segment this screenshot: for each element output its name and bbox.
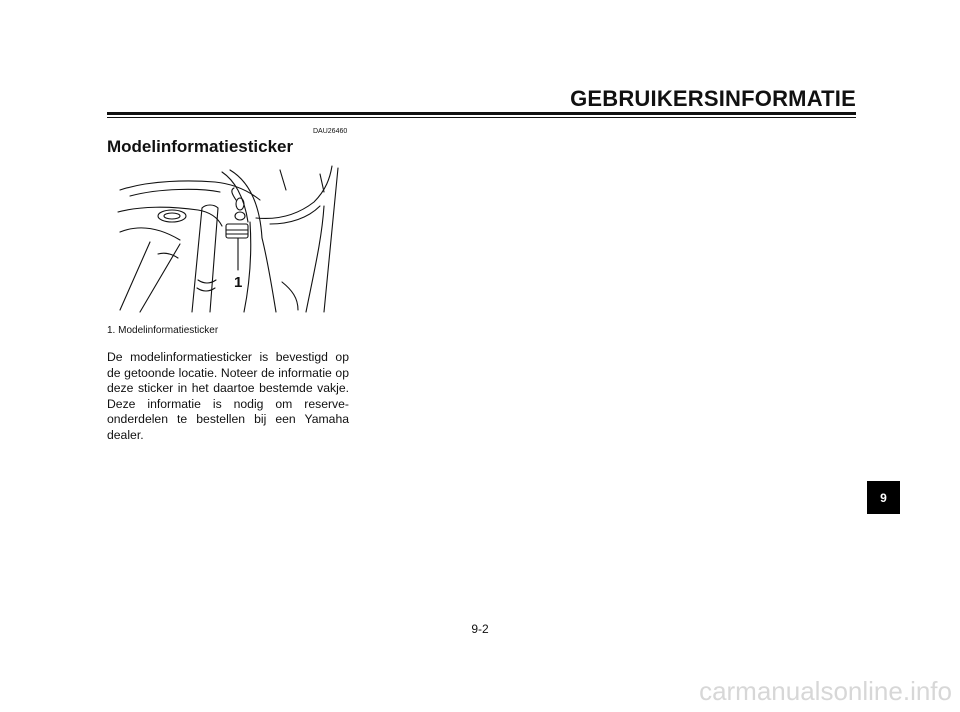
section-title: Modelinformatiesticker xyxy=(107,137,294,156)
callout-number-1: 1 xyxy=(234,274,243,291)
figure-caption: 1. Modelinformatiesticker xyxy=(107,325,219,336)
chapter-header-title: GEBRUIKERSINFORMATIE xyxy=(570,86,856,111)
sticker-location-drawing xyxy=(110,162,346,318)
body-paragraph: De modelinformatiesticker is bevestigd op de getoonde locatie. Noteer de informatie op deze sticker in het daartoe bestemde vakje. Deze informatie is nodig om reserve-onderdelen te bestellen bij een Yamaha dealer. xyxy=(107,350,349,442)
page-number: 9-2 xyxy=(471,622,489,636)
document-code: DAU26460 xyxy=(313,128,348,135)
watermark: carmanualsonline.info xyxy=(699,676,952,706)
header-rule-thin xyxy=(107,117,856,118)
chapter-tab[interactable]: 9 xyxy=(867,481,900,514)
header-rule-thick xyxy=(107,112,856,115)
sticker-location-illustration xyxy=(110,162,346,318)
